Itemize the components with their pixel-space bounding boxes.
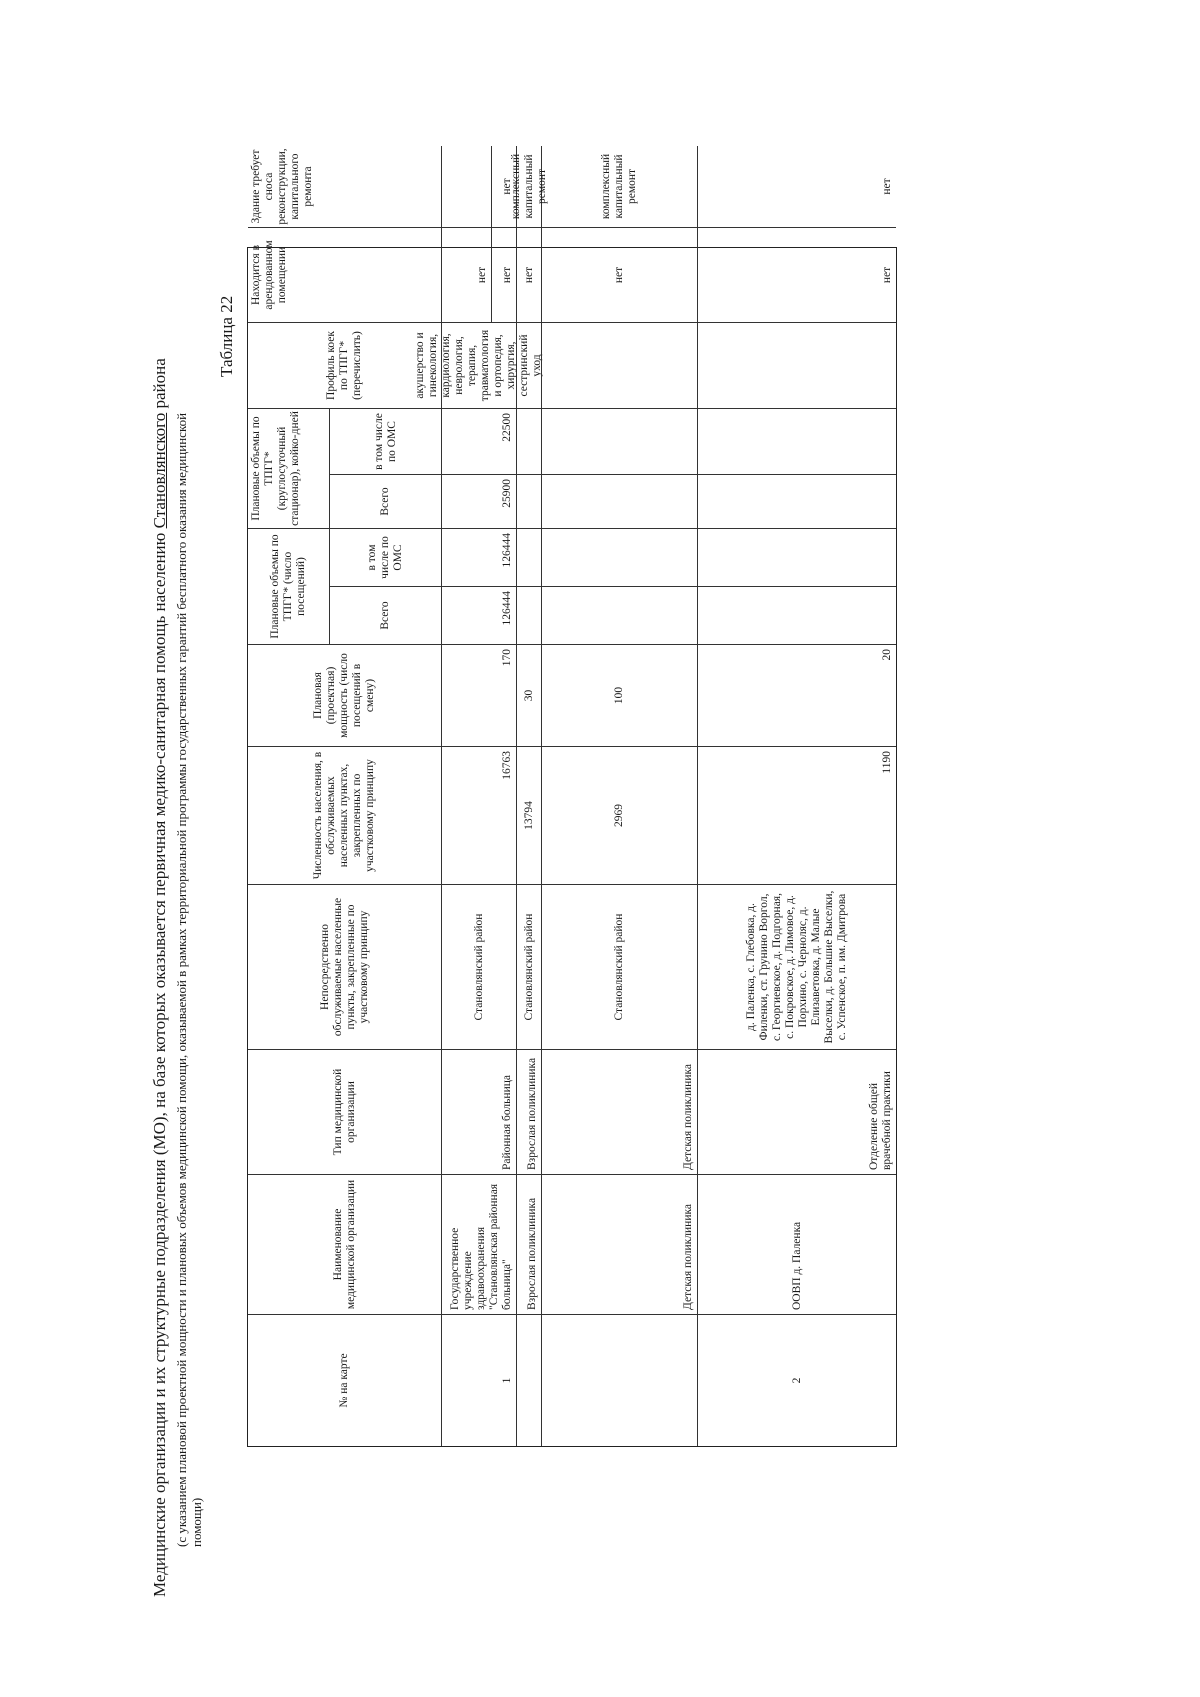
header-visits-oms: в том числе по ОМС [330,528,442,586]
row-2-served: Становлянский район [517,884,542,1049]
facilities-table [247,148,897,1447]
header-capacity: Плановая (проектная) мощность (число посещений в смену) [248,644,442,746]
header-type: Тип медицинской организации [248,1049,442,1174]
header-beds-group: Плановые объемы по ТПГГ* (круглосуточный стационар), койко-дней [248,408,330,528]
row-3-num [542,1314,698,1446]
title-suffix: района [150,358,169,413]
header-name: Наименование медицинской организации [248,1174,442,1314]
row-4-name: ООВП д. Паленка [698,1174,896,1314]
header-num: № на карте [248,1314,442,1446]
row-1-type: Районная больница [442,1049,517,1174]
row-3-visits-oms [542,528,698,586]
header-visits-group: Плановые объемы по ТПГГ* (число посещений) [248,528,330,644]
row-2-name: Взрослая поликлиника [517,1174,542,1314]
row-1-served: Становлянский район [442,884,517,1049]
header-visits-total: Всего [330,586,442,644]
document-subtitle: (с указанием плановой проектной мощности и плановых объемов медицинской помощи, оказываемой в рамках территориальной программы государственных гарантий бесплатного оказания медицинской помощи) [174,412,204,1547]
row-4-capacity: 20 [698,644,896,746]
row-4-rented: нет [698,227,896,322]
row-2-capacity: 30 [517,644,542,746]
row-1-population: 16763 [442,746,517,884]
header-requires: Здание требует сноса реконструкции, капитального ремонта [248,146,442,227]
row-4-visits-total [698,586,896,644]
table-label: Таблица 22 [217,295,236,377]
row-2-requires: комплексный капитальный ремонт [517,146,542,227]
row-3-capacity: 100 [542,644,698,746]
row-4-type: Отделение общей врачебной практики [698,1049,896,1174]
row-3-name: Детская поликлиника [542,1174,698,1314]
row-2-profile [517,322,542,408]
row-3-visits-total [542,586,698,644]
header-beds-total: Всего [330,474,442,528]
row-4-beds-total [698,474,896,528]
row-1-name: Государственное учреждение здравоохранения "Становлянская районная больница" [442,1174,517,1314]
row-4-requires: нет [881,178,893,195]
row-1-profile: акушерство и гинекология, кардиология, неврология, терапия, травматология и ортопедия, хирургия, сестринский уход [442,322,517,408]
row-4-num: 2 [698,1314,896,1446]
row-2-population: 13794 [517,746,542,884]
header-population: Численность населения, в обслуживаемых населенных пунктах, закрепленных по участковому принципу [248,746,442,884]
row-1-requires: нет [492,146,517,227]
row-2-visits-total [517,586,542,644]
row-3-population: 2969 [542,746,698,884]
row-0-requires [442,146,492,227]
row-3-requires: комплексный капитальный ремонт [542,146,698,227]
row-3-served: Становлянский район [542,884,698,1049]
row-3-rented: нет [542,227,698,322]
row-1-beds-oms: 22500 [442,408,517,474]
row-3-beds-total [542,474,698,528]
title-prefix: Медицинские организации и их структурные подразделения (МО), на базе которых оказывается первичная медико-санитарная помощь населению [150,528,169,1597]
header-served: Непосредственно обслуживаемые населенные пункты, закрепленные по участковому принципу [248,884,442,1049]
document-title [150,97,170,1597]
header-profile: Профиль коек по ТПГГ* (перечислить) [248,322,442,408]
row-1-num: 1 [442,1314,517,1446]
row-4-served: д. Паленка, с. Глебовка, д. Филенки, ст. Грунино Воргол, с. Георгиевское, д. Подгорная, с. Покровское, д. Лимовое, д. Порхино, с. Черноляс, д. Елизаветовка, д. Малые Выселки, д. Большие Выселки, с. Успенское, п. им. Дмитрова [698,884,896,1049]
row-1-beds-total: 25900 [442,474,517,528]
row-2-type: Взрослая поликлиника [517,1049,542,1174]
row-2-beds-total [517,474,542,528]
row-1-visits-total: 126444 [442,586,517,644]
row-1-rented: нет [492,227,517,322]
row-4-visits-oms [698,528,896,586]
row-1-visits-oms: 126444 [442,528,517,586]
row-2-visits-oms [517,528,542,586]
header-rented: Находится в арендованном помещении [248,227,442,322]
row-2-beds-oms [517,408,542,474]
header-beds-oms: в том числе по ОМС [330,408,442,474]
row-3-beds-oms [542,408,698,474]
row-4-profile [698,322,896,408]
row-4-beds-oms [698,408,896,474]
row-4-population: 1190 [698,746,896,884]
row-3-type: Детская поликлиника [542,1049,698,1174]
row-1-capacity: 170 [442,644,517,746]
title-region: Становлянского [150,412,169,529]
row-2-rented: нет [517,227,542,322]
row-3-profile [542,322,698,408]
row-0-rented: нет [442,227,492,322]
row-2-num [517,1314,542,1446]
